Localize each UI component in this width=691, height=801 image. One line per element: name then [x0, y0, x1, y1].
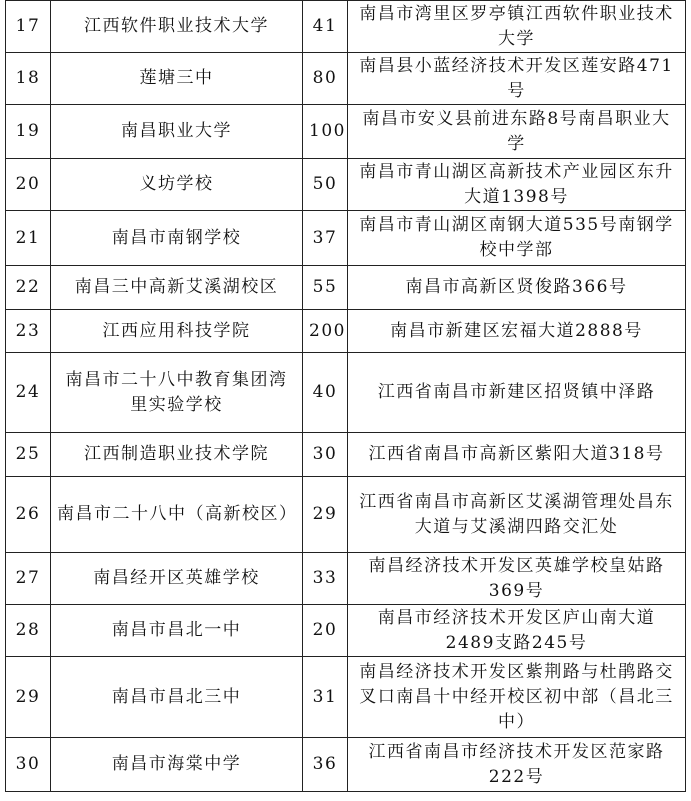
table-row	[6, 738, 686, 792]
school-name: 莲塘三中	[51, 53, 303, 105]
row-number: 24	[6, 353, 51, 433]
school-name: 南昌三中高新艾溪湖校区	[51, 266, 303, 310]
student-count: 29	[303, 477, 348, 553]
table-row	[6, 657, 686, 738]
school-name: 南昌市昌北一中	[51, 605, 303, 657]
school-address: 江西省南昌市新建区招贤镇中泽路	[348, 353, 686, 433]
school-name: 南昌职业大学	[51, 105, 303, 159]
school-address: 南昌市青山湖区高新技术产业园区东升大道1398号	[348, 159, 686, 211]
school-name: 江西软件职业技术大学	[51, 1, 303, 53]
student-count: 80	[303, 53, 348, 105]
school-name: 南昌经开区英雄学校	[51, 553, 303, 605]
row-number: 17	[6, 1, 51, 53]
school-address: 南昌市青山湖区南钢大道535号南钢学校中学部	[348, 211, 686, 266]
row-number: 21	[6, 211, 51, 266]
school-address: 南昌市新建区宏福大道2888号	[348, 310, 686, 353]
school-address: 南昌市经济技术开发区庐山南大道2489支路245号	[348, 605, 686, 657]
row-number: 30	[6, 738, 51, 792]
table-row	[6, 477, 686, 553]
row-number: 18	[6, 53, 51, 105]
school-address: 江西省南昌市高新区艾溪湖管理处昌东大道与艾溪湖四路交汇处	[348, 477, 686, 553]
row-number: 28	[6, 605, 51, 657]
row-number: 19	[6, 105, 51, 159]
student-count: 55	[303, 266, 348, 310]
school-name: 南昌市二十八中（高新校区）	[51, 477, 303, 553]
school-address: 南昌经济技术开发区紫荆路与杜鹃路交叉口南昌十中经开校区初中部（昌北三中）	[348, 657, 686, 738]
student-count: 33	[303, 553, 348, 605]
school-address: 南昌经济技术开发区英雄学校皇姑路369号	[348, 553, 686, 605]
student-count: 20	[303, 605, 348, 657]
row-number: 29	[6, 657, 51, 738]
row-number: 27	[6, 553, 51, 605]
school-address: 南昌市安义县前进东路8号南昌职业大学	[348, 105, 686, 159]
row-number: 20	[6, 159, 51, 211]
table-row	[6, 159, 686, 211]
school-name: 江西应用科技学院	[51, 310, 303, 353]
student-count: 40	[303, 353, 348, 433]
row-number: 22	[6, 266, 51, 310]
student-count: 50	[303, 159, 348, 211]
student-count: 31	[303, 657, 348, 738]
student-count: 37	[303, 211, 348, 266]
school-address: 南昌县小蓝经济技术开发区莲安路471号	[348, 53, 686, 105]
school-address: 江西省南昌市高新区紫阳大道318号	[348, 433, 686, 477]
table-row	[6, 353, 686, 433]
table-row	[6, 553, 686, 605]
student-count: 36	[303, 738, 348, 792]
school-name: 义坊学校	[51, 159, 303, 211]
student-count: 41	[303, 1, 348, 53]
student-count: 200	[303, 310, 348, 353]
school-name: 南昌市二十八中教育集团湾里实验学校	[51, 353, 303, 433]
table-row	[6, 310, 686, 353]
school-address: 南昌市高新区贤俊路366号	[348, 266, 686, 310]
school-address: 江西省南昌市经济技术开发区范家路222号	[348, 738, 686, 792]
school-name: 南昌市海棠中学	[51, 738, 303, 792]
school-address: 南昌市湾里区罗亭镇江西软件职业技术大学	[348, 1, 686, 53]
table-row	[6, 605, 686, 657]
table-row	[6, 266, 686, 310]
table-row	[6, 105, 686, 159]
row-number: 25	[6, 433, 51, 477]
school-name: 南昌市昌北三中	[51, 657, 303, 738]
student-count: 30	[303, 433, 348, 477]
table-row	[6, 433, 686, 477]
school-table	[5, 0, 686, 792]
row-number: 26	[6, 477, 51, 553]
student-count: 100	[303, 105, 348, 159]
table-row	[6, 53, 686, 105]
school-name: 南昌市南钢学校	[51, 211, 303, 266]
table-row	[6, 211, 686, 266]
table-row	[6, 1, 686, 53]
school-name: 江西制造职业技术学院	[51, 433, 303, 477]
row-number: 23	[6, 310, 51, 353]
